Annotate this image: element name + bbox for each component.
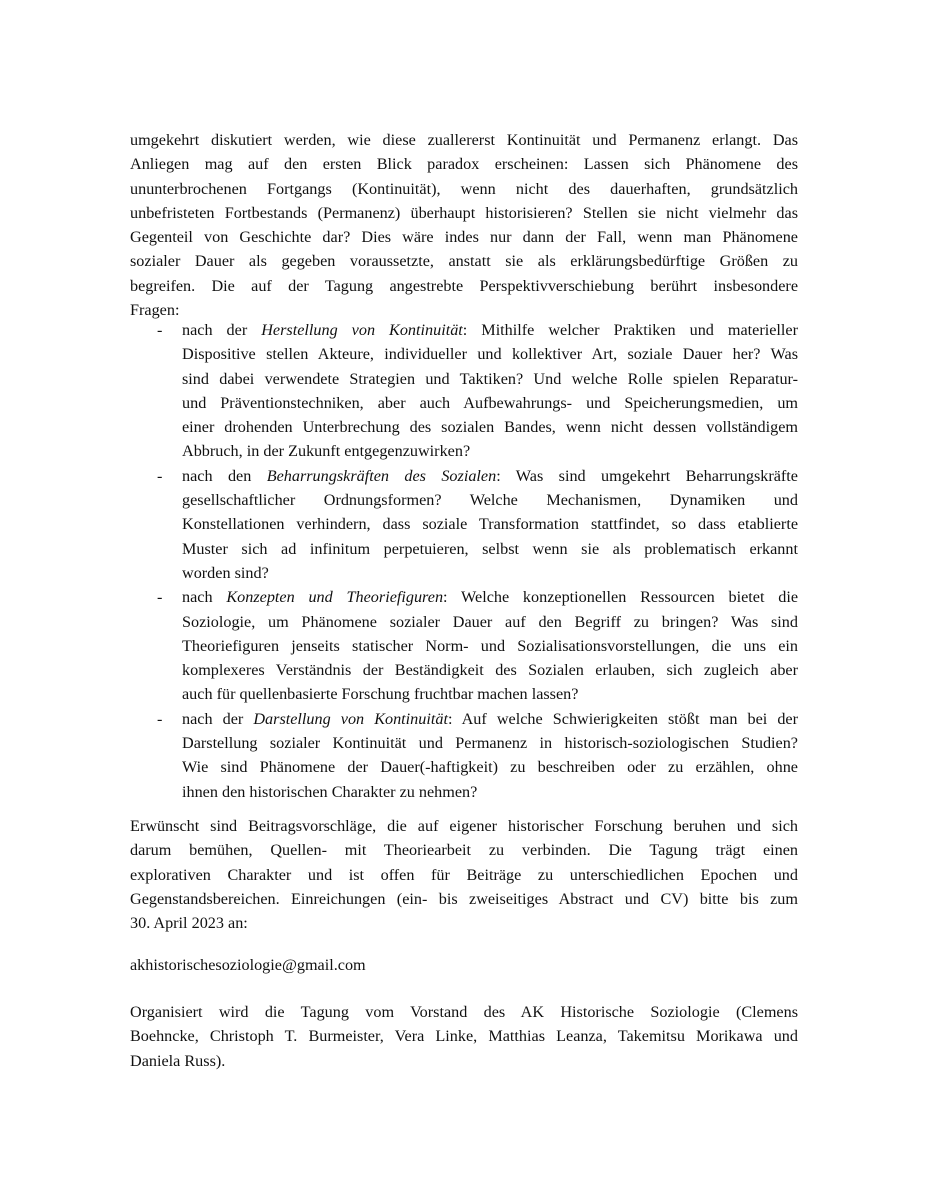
- item-prefix: nach: [182, 588, 227, 607]
- item-suffix: : Auf welche Schwierigkeiten stößt man bei der: [447, 709, 798, 728]
- text-line: [182, 585, 798, 609]
- item-term: Konzepten und Theoriefiguren: [226, 588, 444, 607]
- text-line: umgekehrt diskutiert werden, wie diese zuallererst Kontinuität und Permanenz erlangt. Das: [130, 131, 798, 149]
- item-suffix: : Mithilfe welcher Praktiken und materieller: [462, 321, 798, 339]
- text-line: Erwünscht sind Beitragsvorschläge, die auf eigener historischer Forschung beruhen und sich: [130, 817, 798, 835]
- text-line: worden sind?: [182, 563, 269, 582]
- bullet-dash: -: [157, 321, 163, 339]
- list-item: [130, 707, 798, 804]
- text-line: Gegenteil von Geschichte dar? Dies wäre indes nur dann der Fall, wenn man Phänomene: [130, 228, 798, 247]
- list-item: [130, 318, 798, 464]
- text-line: Soziologie, um Phänomene sozialer Dauer auf den Begriff zu bringen? Was sind: [182, 612, 798, 631]
- text-line: Konstellationen verhindern, dass soziale Transformation stattfindet, so dass etablierte: [182, 515, 798, 534]
- contact-email[interactable]: [130, 953, 798, 977]
- text-line: Abbruch, in der Zukunft entgegenzuwirken?: [182, 442, 471, 461]
- item-prefix: nach der: [182, 321, 262, 339]
- text-line: Fragen:: [130, 301, 180, 320]
- item-prefix: nach der: [182, 709, 254, 728]
- text-line: einer drohenden Unterbrechung des sozialen Bandes, wenn nicht dessen vollständigem: [182, 418, 798, 437]
- item-prefix: nach den: [182, 466, 267, 485]
- email-text[interactable]: akhistorischesoziologie@gmail.com: [130, 956, 366, 974]
- text-line: gesellschaftlicher Ordnungsformen? Welche Mechanismen, Dynamiken und: [182, 491, 798, 510]
- text-line: Gegenstandsbereichen. Einreichungen (ein- bis zweiseitiges Abstract und CV) bitte bis zum: [130, 889, 798, 908]
- text-line: ununterbrochenen Fortgangs (Kontinuität), wenn nicht des dauerhaften, grundsätzlich: [130, 179, 798, 198]
- text-line: Organisiert wird die Tagung vom Vorstand des AK Historische Soziologie (Clemens: [130, 1003, 798, 1021]
- organizers-paragraph: [130, 1000, 798, 1073]
- text-line: komplexeres Verständnis der Beständigkeit des Sozialen erlauben, sich zugleich aber: [182, 661, 798, 680]
- text-line: Anliegen mag auf den ersten Blick paradox erscheinen: Lassen sich Phänomene des: [130, 155, 798, 174]
- item-term: Herstellung von Kontinuität: [261, 321, 463, 339]
- text-line: 30. April 2023 an:: [130, 914, 248, 933]
- text-line: sind dabei verwendete Strategien und Taktiken? Und welche Rolle spielen Reparatur-: [182, 369, 798, 388]
- item-term: Beharrungskräften des Sozialen: [266, 466, 497, 485]
- text-line: sozialer Dauer als gegeben voraussetzte, anstatt sie als erklärungsbedürftige Größen zu: [130, 252, 798, 271]
- text-line: Muster sich ad infinitum perpetuieren, selbst wenn sie als problematisch erkannt: [182, 539, 798, 558]
- text-line: [182, 464, 798, 488]
- text-line: explorativen Charakter und ist offen für Beiträge zu unterschiedlichen Epochen und: [130, 865, 798, 884]
- text-line: darum bemühen, Quellen- mit Theoriearbeit zu verbinden. Die Tagung trägt einen: [130, 841, 798, 860]
- submission-paragraph: [130, 814, 798, 935]
- list-item: [130, 585, 798, 706]
- text-line: Daniela Russ).: [130, 1051, 226, 1070]
- item-suffix: : Welche konzeptionellen Ressourcen bietet die: [443, 588, 799, 607]
- text-line: [182, 707, 798, 731]
- item-term: Darstellung von Kontinuität: [253, 709, 448, 728]
- list-item: [130, 464, 798, 585]
- questions-list: [130, 318, 798, 804]
- text-line: und Präventionstechniken, aber auch Aufbewahrungs- und Speicherungsmedien, um: [182, 393, 798, 412]
- text-line: [182, 318, 798, 342]
- bullet-dash: -: [157, 709, 163, 728]
- text-line: Dispositive stellen Akteure, individueller und kollektiver Art, soziale Dauer her? Was: [182, 345, 798, 364]
- intro-paragraph: [130, 128, 798, 322]
- text-line: Theoriefiguren jenseits statischer Norm- und Sozialisationsvorstellungen, die uns ein: [182, 636, 798, 655]
- text-line: Darstellung sozialer Kontinuität und Permanenz in historisch-soziologischen Studien?: [182, 734, 798, 753]
- text-line: ihnen den historischen Charakter zu nehmen?: [182, 782, 478, 801]
- item-suffix: : Was sind umgekehrt Beharrungskräfte: [496, 466, 798, 485]
- text-line: auch für quellenbasierte Forschung fruchtbar machen lassen?: [182, 685, 579, 704]
- bullet-dash: -: [157, 466, 163, 485]
- bullet-dash: -: [157, 588, 163, 607]
- text-line: Wie sind Phänomene der Dauer(-haftigkeit) zu beschreiben oder zu erzählen, ohne: [182, 758, 798, 777]
- text-line: begreifen. Die auf der Tagung angestrebte Perspektivverschiebung berührt insbesondere: [130, 276, 798, 295]
- text-line: unbefristeten Fortbestands (Permanenz) überhaupt historisieren? Stellen sie nicht vielmehr das: [130, 203, 798, 222]
- text-line: Boehncke, Christoph T. Burmeister, Vera Linke, Matthias Leanza, Takemitsu Morikawa und: [130, 1027, 798, 1046]
